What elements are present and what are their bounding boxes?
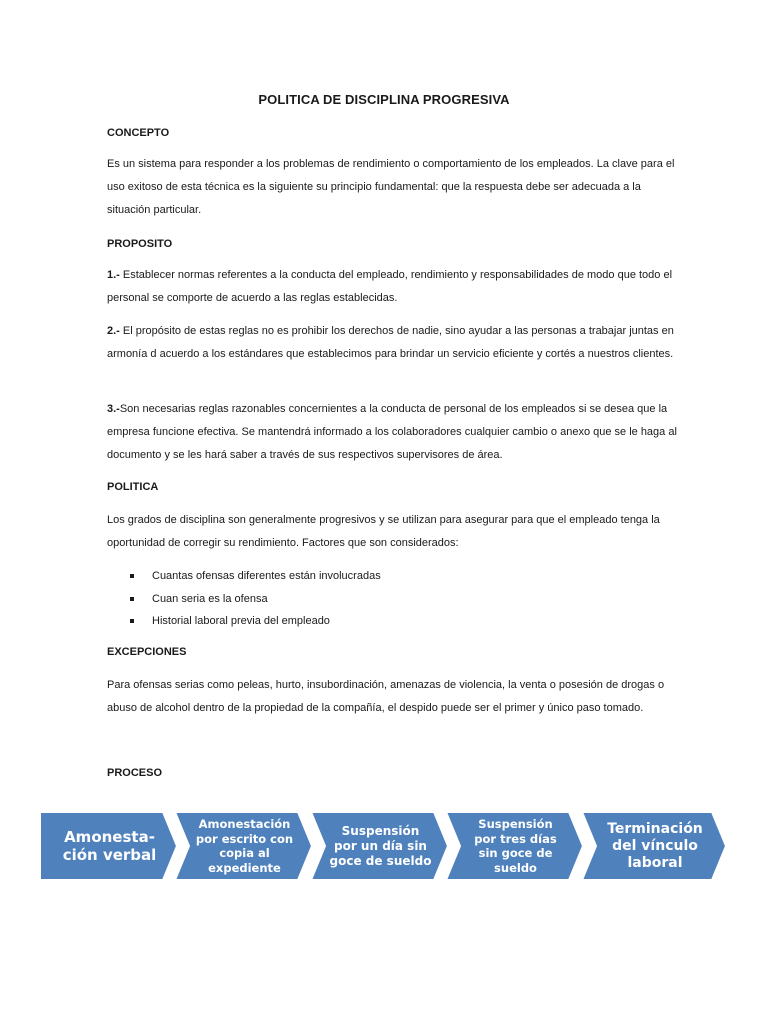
- process-step-line: goce de sueldo: [329, 853, 432, 868]
- excepciones-heading: EXCEPCIONES: [107, 646, 187, 658]
- proposito-item-2-text: El propósito de estas reglas no es prohibir los derechos de nadie, sino ayudar a las personas a trabajar juntas en armonía d acuerdo a los estándares que establecimos para brindar un servicio eficiente y cortés a nuestros clientes.: [107, 325, 674, 360]
- proposito-item-3-text: Son necesarias reglas razonables concernientes a la conducta de personal de los empleados si se desea que la empresa funcione efectiva. Se mantendrá informado a los colaboradores cualquier cambio o anexo que se le haga al documento y se les hará saber a través de sus respectivos supervisores de área.: [107, 403, 677, 461]
- process-step-line: Amonesta-: [64, 828, 155, 846]
- proposito-item-1-number: 1.-: [107, 269, 120, 281]
- process-step-label: [460, 810, 571, 882]
- process-step-line: copia al: [219, 846, 270, 860]
- politica-bullet-list: [107, 565, 667, 633]
- process-step-line: por un día sin: [334, 838, 427, 853]
- concepto-paragraph: Es un sistema para responder a los problemas de rendimiento o comportamiento de los empleados. La clave para el uso exitoso de esta técnica es la siguiente su principio fundamental: que la respuesta debe ser adecuada a la situación particular.: [107, 158, 675, 216]
- proposito-heading: PROPOSITO: [107, 238, 173, 250]
- concepto-heading: CONCEPTO: [107, 127, 170, 139]
- process-step-line: expediente: [208, 860, 281, 875]
- list-item: [107, 588, 667, 611]
- excepciones-paragraph: Para ofensas serias como peleas, hurto, insubordinación, amenazas de violencia, la venta o posesión de drogas o abuso de alcohol dentro de la propiedad de la compañía, el despido puede ser el primer y único paso tomado.: [107, 679, 665, 714]
- politica-heading: POLITICA: [107, 481, 159, 493]
- list-item: [107, 610, 667, 633]
- process-step-label: [54, 810, 165, 882]
- proposito-item-3: [107, 398, 677, 467]
- bullet-text: Cuantas ofensas diferentes están involucradas: [152, 570, 381, 582]
- bullet-text: Historial laboral previa del empleado: [152, 615, 330, 627]
- bullet-text: Cuan seria es la ofensa: [152, 592, 268, 605]
- bullet-icon: [130, 619, 134, 623]
- proposito-item-3-number: 3.-: [107, 403, 120, 415]
- proposito-item-2-number: 2.-: [107, 325, 120, 337]
- proposito-item-2: [107, 320, 677, 366]
- bullet-icon: [130, 597, 134, 601]
- bullet-icon: [130, 574, 134, 578]
- process-step-line: Suspensión: [478, 817, 553, 831]
- process-step-line: por tres días: [474, 831, 557, 846]
- politica-paragraph: Los grados de disciplina son generalmente progresivos y se utilizan para asegurar para que el empleado tenga la oportunidad de corregir su rendimiento. Factores que son considerados:: [107, 514, 660, 549]
- proposito-item-1-text: Establecer normas referentes a la conducta del empleado, rendimiento y responsabilidades de modo que todo el personal se comporte de acuerdo a las reglas establecidas.: [107, 269, 673, 304]
- list-item: [107, 565, 667, 588]
- process-step-line: por escrito con: [195, 831, 294, 846]
- process-step-line: sin goce de: [478, 846, 553, 860]
- page-title: POLITICA DE DISCIPLINA PROGRESIVA: [258, 92, 510, 107]
- process-step-line: Terminación: [607, 820, 703, 837]
- process-step-label: [325, 810, 436, 882]
- proposito-item-1: [107, 264, 677, 310]
- process-step-label: [596, 810, 714, 882]
- proceso-heading: PROCESO: [107, 767, 163, 779]
- process-flow-diagram: [40, 810, 730, 882]
- process-step-line: laboral: [627, 854, 683, 871]
- process-step-line: Suspensión: [341, 823, 420, 838]
- process-step-line: Amonestación: [198, 817, 291, 831]
- process-step-line: sueldo: [494, 860, 537, 875]
- process-step-line: del vínculo: [612, 837, 698, 854]
- process-step-label: [189, 810, 300, 882]
- process-step-line: ción verbal: [62, 846, 157, 864]
